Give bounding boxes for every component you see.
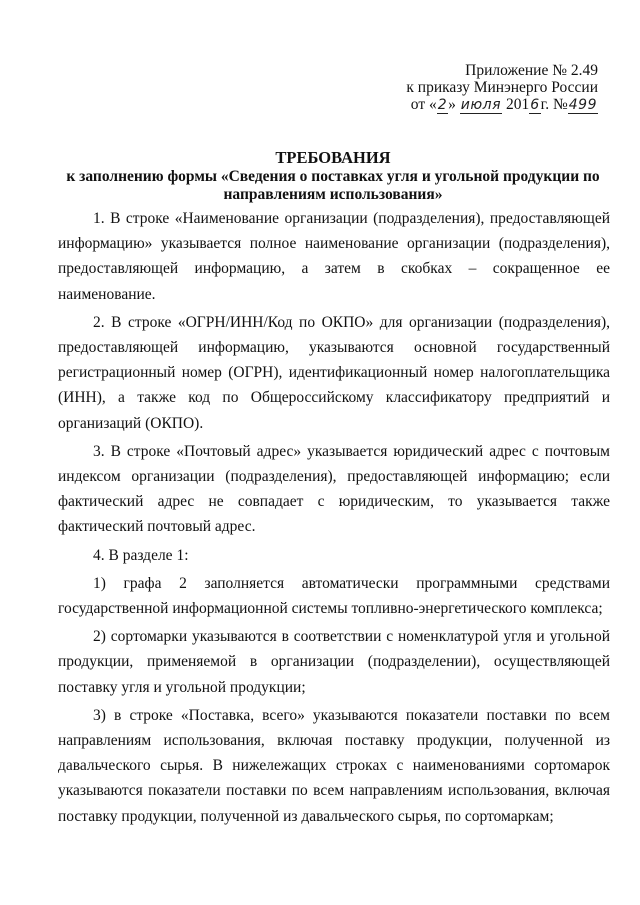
date-prefix: от « bbox=[410, 96, 437, 113]
paragraph-4-3: 3) в строке «Поставка, всего» указываются показатели поставки по всем направлениям использования, включая поставку продукции, полученной из давальческого сырья. В нижележащих строках с наименованиями сортомарок указываются показатели поставки по всем направлениям использования, включая поставку продукции, полученной из давальческого сырья, по сортомаркам; bbox=[58, 706, 610, 825]
paragraph-2: 2. В строке «ОГРН/ИНН/Код по ОКПО» для организации (подразделения), предоставляющей информацию, указываются основной государственный регистрационный номер (ОГРН), идентификационный номер налогоплательщика (ИНН), а также код по Общероссийскому классификатору предприятий и организаций (ОКПО). bbox=[58, 313, 610, 432]
paragraph-4-2: 2) сортомарки указываются в соответствии с номенклатурой угля и угольной продукции, применяемой в организации (подразделении), осуществляющей поставку угля и угольной продукции; bbox=[58, 628, 610, 696]
appendix-line-2: к приказу Минэнерго России bbox=[406, 79, 598, 96]
appendix-header bbox=[406, 62, 598, 114]
handwritten-month: июля bbox=[460, 97, 502, 113]
document-body bbox=[58, 206, 610, 832]
appendix-line-3 bbox=[406, 96, 598, 114]
paragraph-1: 1. В строке «Наименование организации (подразделения), предоставляющей информацию» указывается полное наименование организации (подразделения), предоставляющей информацию, а затем в скобках – сокращенное ее наименование. bbox=[58, 210, 610, 303]
year-prefix: 201 bbox=[505, 96, 530, 113]
title-block bbox=[58, 148, 608, 204]
date-mid: » bbox=[448, 96, 456, 113]
paragraph-4: 4. В разделе 1: bbox=[93, 546, 189, 564]
paragraph-4-1: 1) графа 2 заполняется автоматически программными средствами государственной информационной системы топливно-энергетического комплекса; bbox=[58, 574, 610, 618]
document-subtitle: к заполнению формы «Сведения о поставках угля и угольной продукции по направлениям использования» bbox=[66, 168, 600, 203]
document-title: ТРЕБОВАНИЯ bbox=[275, 148, 391, 167]
appendix-line-1: Приложение № 2.49 bbox=[465, 62, 598, 79]
handwritten-year-digit: 6 bbox=[530, 97, 540, 113]
handwritten-order-number: 499 bbox=[568, 97, 597, 113]
paragraph-3: 3. В строке «Почтовый адрес» указывается юридический адрес с почтовым индексом организации (подразделения), предоставляющей информацию; если фактический адрес не совпадает с юридическим, то указывается также фактический почтовый адрес. bbox=[58, 442, 610, 536]
handwritten-day: 2 bbox=[437, 97, 448, 113]
number-prefix: г. № bbox=[540, 96, 568, 113]
